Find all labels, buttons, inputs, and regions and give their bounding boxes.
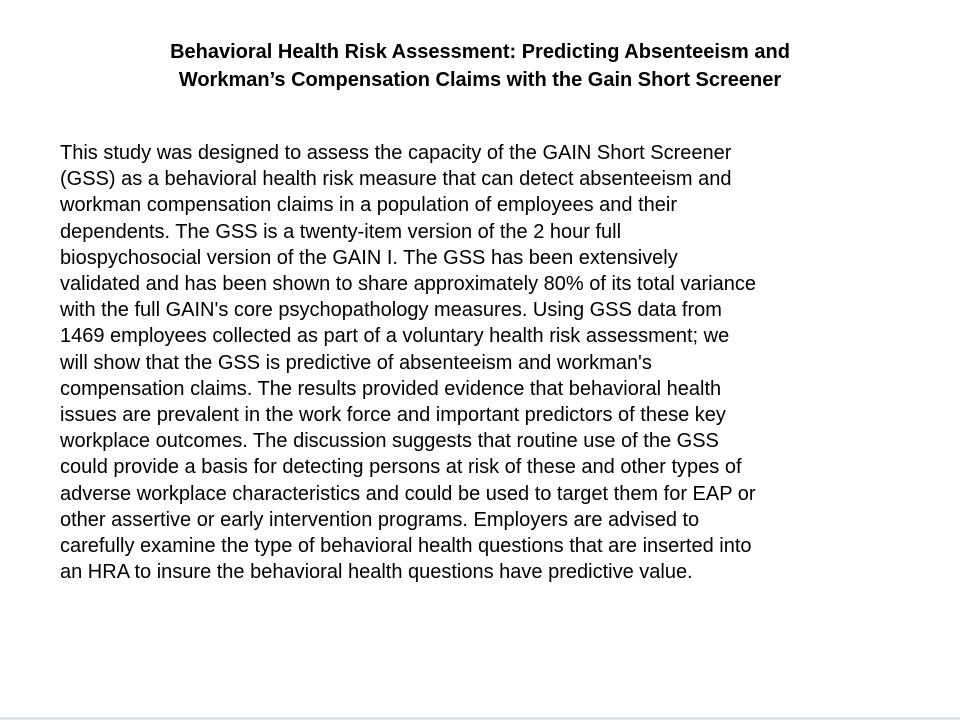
title-line: Behavioral Health Risk Assessment: Predicting Absenteeism and: [170, 41, 790, 63]
abstract-line: could provide a basis for detecting persons at risk of these and other types of: [60, 456, 742, 479]
abstract-line: workplace outcomes. The discussion suggests that routine use of the GSS: [60, 430, 719, 453]
abstract-line: (GSS) as a behavioral health risk measure that can detect absenteeism and: [60, 168, 732, 191]
abstract-line: dependents. The GSS is a twenty-item version of the 2 hour full: [60, 220, 622, 243]
abstract-line: workman compensation claims in a population of employees and their: [60, 194, 678, 217]
abstract-text: [60, 140, 910, 585]
title-line: Workman’s Compensation Claims with the Gain Short Screener: [178, 69, 782, 91]
abstract-line: other assertive or early intervention programs. Employers are advised to: [60, 508, 700, 531]
abstract-line: will show that the GSS is predictive of absenteeism and workman's: [60, 351, 652, 374]
abstract-line: compensation claims. The results provided evidence that behavioral health: [60, 377, 722, 400]
abstract-line: 1469 employees collected as part of a voluntary health risk assessment; we: [60, 325, 730, 348]
abstract-line: biospychosocial version of the GAIN I. The GSS has been extensively: [60, 246, 678, 269]
abstract-line: with the full GAIN's core psychopathology measures. Using GSS data from: [60, 299, 722, 322]
abstract-line: This study was designed to assess the capacity of the GAIN Short Screener: [60, 142, 732, 164]
abstract-line: an HRA to insure the behavioral health questions have predictive value.: [60, 561, 693, 584]
abstract-line: carefully examine the type of behavioral health questions that are inserted into: [60, 535, 752, 558]
slide-title: [40, 38, 920, 94]
abstract-line: adverse workplace characteristics and could be used to target them for EAP or: [60, 482, 756, 505]
abstract-line: issues are prevalent in the work force and important predictors of these key: [60, 404, 726, 427]
abstract-line: validated and has been shown to share approximately 80% of its total variance: [60, 273, 756, 296]
